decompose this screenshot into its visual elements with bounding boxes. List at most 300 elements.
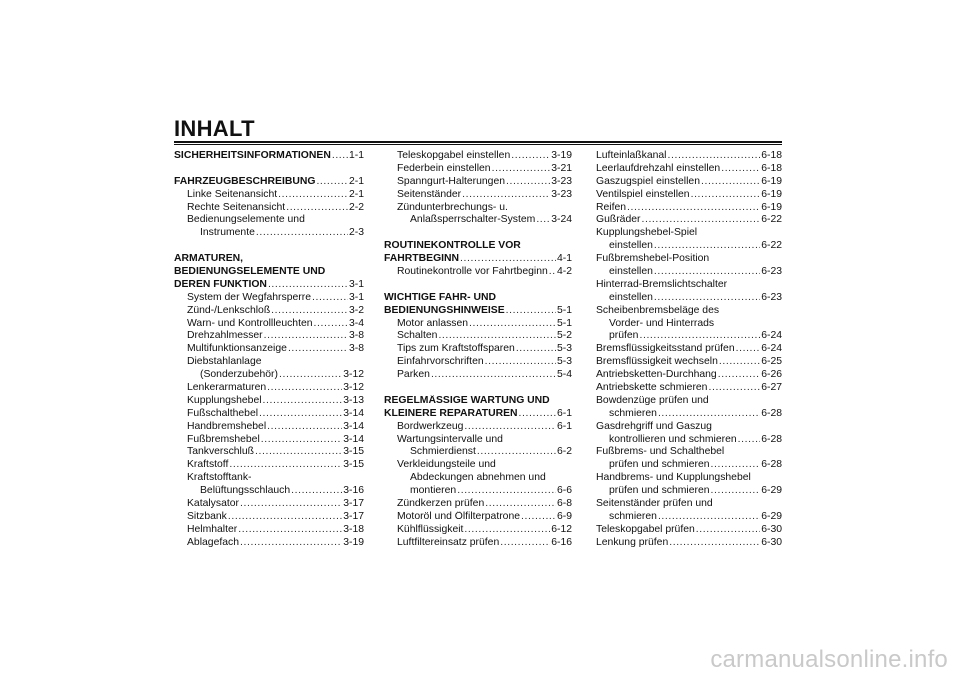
toc-page-number: 3-16 — [343, 485, 364, 497]
toc-entry[interactable] — [596, 511, 782, 524]
toc-dot-leader — [240, 498, 342, 511]
toc-entry-title: Einfahrvorschriften — [397, 356, 484, 368]
toc-page-number: 3-1 — [348, 278, 364, 290]
toc-page-number: 6-30 — [761, 523, 782, 535]
toc-dot-leader — [521, 511, 556, 524]
toc-page-number: 5-3 — [556, 356, 572, 368]
toc-dot-leader — [711, 485, 761, 498]
toc-entry[interactable] — [596, 176, 782, 189]
toc-entry[interactable] — [596, 163, 782, 176]
toc-page-number: 1-1 — [348, 150, 364, 161]
toc-entry[interactable] — [596, 318, 782, 331]
toc-entry[interactable] — [384, 163, 572, 176]
toc-entry[interactable] — [174, 511, 364, 524]
toc-page-number: 3-23 — [551, 175, 572, 187]
toc-spacer — [174, 240, 364, 253]
toc-entry-title: Fußbremshebel-Position — [596, 253, 710, 265]
toc-entry[interactable] — [174, 214, 364, 227]
toc-entry[interactable] — [596, 292, 782, 305]
toc-dot-leader — [691, 189, 761, 202]
toc-page-number: 3-21 — [551, 162, 572, 174]
toc-page-number: 6-25 — [761, 356, 782, 368]
toc-entry[interactable] — [384, 472, 572, 485]
toc-page-number: 3-15 — [343, 446, 364, 458]
toc-entry[interactable] — [596, 408, 782, 421]
toc-page-number: 2-1 — [348, 188, 364, 200]
toc-entry[interactable] — [596, 537, 782, 550]
toc-entry[interactable] — [596, 369, 782, 382]
toc-dot-leader — [271, 305, 348, 318]
toc-entry-title: Tankverschluß — [187, 446, 254, 458]
toc-entry[interactable] — [384, 369, 572, 382]
toc-entry-title: einstellen — [609, 266, 653, 278]
toc-entry-title: Vorder- und Hinterrads — [609, 317, 715, 329]
toc-dot-leader — [267, 382, 342, 395]
toc-page-number: 3-12 — [343, 369, 364, 381]
toc-entry[interactable] — [174, 382, 364, 395]
toc-page-number: 6-22 — [761, 214, 782, 226]
toc-page-number: 6-8 — [556, 498, 572, 510]
toc-entry[interactable] — [174, 227, 364, 240]
toc-page-number: 3-14 — [343, 420, 364, 432]
toc-entry-title: Gußräder — [596, 214, 641, 226]
toc-entry-title: Handbrems- und Kupplungshebel — [596, 472, 751, 484]
toc-page-number: 6-28 — [761, 459, 782, 471]
toc-entry[interactable] — [596, 356, 782, 369]
toc-dot-leader — [511, 150, 550, 163]
toc-entry-title: Antriebskette schmieren — [596, 382, 708, 394]
toc-entry[interactable] — [596, 395, 782, 408]
toc-section-heading[interactable] — [384, 253, 572, 266]
toc-page-number: 6-18 — [761, 162, 782, 174]
toc-page-number: 2-3 — [348, 227, 364, 239]
toc-dot-leader — [658, 408, 760, 421]
toc-dot-leader — [316, 176, 348, 189]
toc-entry-title: Katalysator — [187, 498, 239, 510]
toc-page-number: 3-4 — [348, 317, 364, 329]
toc-entry-title: prüfen — [609, 330, 639, 342]
toc-entry[interactable] — [384, 214, 572, 227]
toc-entry[interactable] — [596, 343, 782, 356]
toc-page-number: 6-1 — [556, 407, 572, 419]
toc-entry-title: Scheibenbremsbeläge des — [596, 304, 720, 316]
toc-entry-title: Kraftstofftank- — [187, 472, 252, 484]
toc-entry-title: montieren — [410, 485, 457, 497]
toc-entry-title: Lufteinlaßkanal — [596, 150, 667, 161]
toc-entry[interactable] — [596, 253, 782, 266]
toc-spacer — [384, 279, 572, 292]
toc-dot-leader — [259, 408, 342, 421]
toc-entry-title: ROUTINEKONTROLLE VOR — [384, 240, 521, 252]
toc-dot-leader — [457, 485, 556, 498]
toc-dot-leader — [464, 421, 556, 434]
toc-page-number: 4-2 — [556, 266, 572, 278]
toc-entry-title: Luftfiltereinsatz prüfen — [397, 536, 500, 548]
toc-entry-title: Abdeckungen abnehmen und — [410, 472, 546, 484]
title-rule — [174, 141, 782, 145]
toc-page-number: 3-2 — [348, 304, 364, 316]
toc-dot-leader — [464, 524, 550, 537]
toc-dot-leader — [711, 459, 761, 472]
toc-page-number: 6-16 — [551, 536, 572, 548]
toc-entry[interactable] — [384, 330, 572, 343]
toc-entry-title: Gaszugspiel einstellen — [596, 175, 700, 187]
toc-entry-title: schmieren — [609, 407, 657, 419]
toc-page-number: 6-9 — [556, 510, 572, 522]
toc-page-number: 3-14 — [343, 433, 364, 445]
toc-entry[interactable] — [596, 202, 782, 215]
toc-entry-title: Zünd-/Lenkschloß — [187, 304, 271, 316]
toc-page-number: 6-28 — [761, 433, 782, 445]
toc-section-heading[interactable] — [174, 253, 364, 266]
toc-entry-title: BEDIENUNGSHINWEISE — [384, 304, 505, 316]
toc-page-number: 3-13 — [343, 394, 364, 406]
toc-section-heading[interactable] — [174, 176, 364, 189]
toc-entry-title: ARMATUREN, — [174, 253, 244, 265]
toc-page-number: 6-24 — [761, 330, 782, 342]
toc-dot-leader — [460, 253, 556, 266]
toc-entry-title: Kupplungshebel — [187, 394, 262, 406]
toc-entry[interactable] — [596, 305, 782, 318]
toc-entry[interactable] — [596, 421, 782, 434]
toc-entry-title: Bedienungselemente und — [187, 214, 305, 226]
toc-spacer — [384, 382, 572, 395]
toc-entry[interactable] — [596, 189, 782, 202]
toc-page-number: 6-19 — [761, 201, 782, 213]
toc-dot-leader — [500, 537, 550, 550]
toc-entry-title: Motor anlassen — [397, 317, 469, 329]
toc-entry-title: schmieren — [609, 510, 657, 522]
toc-entry-title: prüfen und schmieren — [609, 485, 710, 497]
toc-entry[interactable] — [384, 511, 572, 524]
toc-entry[interactable] — [596, 382, 782, 395]
toc-page-number: 3-17 — [343, 498, 364, 510]
toc-page-number: 5-3 — [556, 343, 572, 355]
toc-dot-leader — [658, 511, 760, 524]
toc-spacer — [384, 227, 572, 240]
toc-page-number: 2-1 — [348, 175, 364, 187]
toc-entry-title: Antriebsketten-Durchhang — [596, 369, 717, 381]
toc-dot-leader — [516, 343, 556, 356]
toc-entry-title: prüfen und schmieren — [609, 459, 710, 471]
toc-entry-title: kontrollieren und schmieren — [609, 433, 737, 445]
toc-page-number: 3-15 — [343, 459, 364, 471]
toc-entry[interactable] — [174, 356, 364, 369]
toc-entry[interactable] — [174, 524, 364, 537]
toc-entry[interactable] — [384, 176, 572, 189]
toc-section-heading[interactable] — [174, 279, 364, 292]
toc-entry-title: FAHRZEUGBESCHREIBUNG — [174, 175, 316, 187]
toc-entry-title: Lenkung prüfen — [596, 536, 669, 548]
toc-entry-title: Fußbremshebel — [187, 433, 260, 445]
toc-dot-leader — [654, 292, 760, 305]
toc-page-number: 6-2 — [556, 446, 572, 458]
toc-entry-title: Drehzahlmesser — [187, 330, 263, 342]
toc-entry[interactable] — [596, 330, 782, 343]
toc-dot-leader — [719, 356, 760, 369]
toc-page-number: 3-19 — [551, 150, 572, 161]
toc-section-heading[interactable] — [384, 292, 572, 305]
toc-dot-leader — [312, 292, 348, 305]
toc-entry-title: Bremsflüssigkeitsstand prüfen — [596, 343, 735, 355]
toc-entry-title: Sitzbank — [187, 510, 227, 522]
toc-entry-title: Handbremshebel — [187, 420, 267, 432]
toc-dot-leader — [286, 202, 348, 215]
toc-entry[interactable] — [384, 318, 572, 331]
toc-section-heading[interactable] — [384, 395, 572, 408]
toc-entry-title: Teleskopgabel prüfen — [596, 523, 695, 535]
toc-dot-leader — [696, 524, 760, 537]
toc-entry[interactable] — [174, 408, 364, 421]
toc-dot-leader — [654, 240, 760, 253]
toc-entry-title: Tips zum Kraftstoffsparen — [397, 343, 515, 355]
toc-entry[interactable] — [596, 214, 782, 227]
toc-page-number: 3-17 — [343, 510, 364, 522]
toc-dot-leader — [641, 214, 760, 227]
toc-entry[interactable] — [384, 150, 572, 163]
toc-dot-leader — [228, 511, 342, 524]
toc-entry[interactable] — [174, 318, 364, 331]
toc-dot-leader — [506, 176, 550, 189]
toc-section-heading[interactable] — [384, 305, 572, 318]
toc-dot-leader — [438, 330, 556, 343]
toc-entry[interactable] — [174, 369, 364, 382]
toc-column-1 — [174, 150, 364, 550]
toc-entry[interactable] — [596, 446, 782, 459]
toc-entry-title: Fußschalthebel — [187, 407, 259, 419]
toc-page-number: 6-18 — [761, 150, 782, 161]
toc-entry-title: Leerlaufdrehzahl einstellen — [596, 162, 721, 174]
toc-entry[interactable] — [174, 395, 364, 408]
toc-column-2 — [384, 150, 572, 550]
toc-dot-leader — [639, 330, 760, 343]
toc-entry[interactable] — [384, 498, 572, 511]
toc-entry[interactable] — [174, 472, 364, 485]
toc-dot-leader — [288, 343, 348, 356]
toc-page-number: 3-8 — [348, 343, 364, 355]
toc-dot-leader — [291, 485, 342, 498]
toc-entry[interactable] — [384, 459, 572, 472]
toc-dot-leader — [462, 189, 550, 202]
toc-dot-leader — [477, 446, 556, 459]
toc-dot-leader — [264, 330, 348, 343]
toc-dot-leader — [549, 266, 556, 279]
toc-entry-title: Seitenständer prüfen und — [596, 498, 713, 510]
toc-entry[interactable] — [596, 472, 782, 485]
toc-dot-leader — [669, 537, 760, 550]
toc-entry-title: Lenkerarmaturen — [187, 382, 267, 394]
toc-entry[interactable] — [596, 459, 782, 472]
toc-dot-leader — [332, 150, 348, 163]
toc-entry[interactable] — [174, 343, 364, 356]
toc-page-number: 2-2 — [348, 201, 364, 213]
toc-entry[interactable] — [384, 537, 572, 550]
toc-entry[interactable] — [596, 279, 782, 292]
toc-dot-leader — [506, 305, 556, 318]
toc-entry-title: Fußbrems- und Schalthebel — [596, 446, 725, 458]
toc-entry[interactable] — [596, 485, 782, 498]
toc-page-number: 6-22 — [761, 240, 782, 252]
toc-page-number: 3-24 — [551, 214, 572, 226]
toc-entry[interactable] — [596, 240, 782, 253]
toc-entry-title: Hinterrad-Bremslichtschalter — [596, 278, 728, 290]
toc-dot-leader — [721, 163, 760, 176]
toc-spacer — [174, 163, 364, 176]
toc-dot-leader — [255, 446, 342, 459]
toc-entry[interactable] — [384, 202, 572, 215]
toc-dot-leader — [261, 434, 342, 447]
toc-entry[interactable] — [384, 356, 572, 369]
toc-section-heading[interactable] — [174, 150, 364, 163]
toc-page-number: 6-26 — [761, 369, 782, 381]
toc-entry-title: Diebstahlanlage — [187, 356, 262, 368]
toc-dot-leader — [701, 176, 760, 189]
toc-dot-leader — [627, 202, 760, 215]
toc-entry-title: Motoröl und Ölfilterpatrone — [397, 510, 521, 522]
toc-entry[interactable] — [174, 421, 364, 434]
toc-entry-title: Verkleidungsteile und — [397, 459, 496, 471]
toc-dot-leader — [718, 369, 760, 382]
toc-entry-title: Parken — [397, 369, 430, 381]
toc-entry[interactable] — [596, 524, 782, 537]
toc-dot-leader — [536, 214, 550, 227]
toc-entry[interactable] — [384, 343, 572, 356]
toc-entry-title: Reifen — [596, 201, 627, 213]
toc-page-number: 5-1 — [556, 317, 572, 329]
toc-page-number: 6-12 — [551, 523, 572, 535]
page-title: INHALT — [174, 116, 255, 141]
toc-page-number: 5-1 — [556, 304, 572, 316]
toc-entry[interactable] — [174, 446, 364, 459]
toc-dot-leader — [229, 459, 342, 472]
toc-dot-leader — [667, 150, 760, 163]
toc-entry[interactable] — [596, 434, 782, 447]
toc-entry-title: Wartungsintervalle und — [397, 433, 503, 445]
toc-entry[interactable] — [174, 330, 364, 343]
toc-page-number: 6-23 — [761, 291, 782, 303]
toc-entry-title: Routinekontrolle vor Fahrtbeginn — [397, 266, 548, 278]
toc-entry-title: Schalten — [397, 330, 438, 342]
toc-dot-leader — [240, 537, 342, 550]
toc-entry-title: Zündkerzen prüfen — [397, 498, 485, 510]
toc-entry[interactable] — [384, 434, 572, 447]
toc-entry-title: SICHERHEITSINFORMATIONEN — [174, 150, 331, 161]
toc-entry-title: Instrumente — [200, 227, 255, 239]
toc-dot-leader — [654, 266, 760, 279]
toc-page-number: 6-29 — [761, 485, 782, 497]
toc-entry[interactable] — [384, 485, 572, 498]
toc-page-number: 3-19 — [343, 536, 364, 548]
toc-entry-title: (Sonderzubehör) — [200, 369, 278, 381]
toc-entry-title: Schmierdienst — [410, 446, 476, 458]
toc-entry-title: System der Wegfahrsperre — [187, 291, 311, 303]
toc-entry[interactable] — [596, 150, 782, 163]
toc-entry[interactable] — [384, 266, 572, 279]
toc-entry-title: Belüftungsschlauch — [200, 485, 291, 497]
toc-page-number: 6-19 — [761, 188, 782, 200]
toc-page-number: 5-2 — [556, 330, 572, 342]
toc-page-number: 3-12 — [343, 382, 364, 394]
toc-page-number: 6-23 — [761, 266, 782, 278]
toc-dot-leader — [256, 227, 348, 240]
toc-entry-title: BEDIENUNGSELEMENTE UND — [174, 266, 326, 278]
toc-entry-title: Federbein einstellen — [397, 162, 491, 174]
toc-column-3 — [596, 150, 782, 550]
toc-entry-title: FAHRTBEGINN — [384, 253, 460, 265]
toc-entry-title: Helmhalter — [187, 523, 238, 535]
toc-page-number: 3-8 — [348, 330, 364, 342]
toc-dot-leader — [279, 369, 342, 382]
toc-entry-title: Spanngurt-Halterungen — [397, 175, 506, 187]
toc-page-number: 3-1 — [348, 291, 364, 303]
toc-entry-title: Ablagefach — [187, 536, 239, 548]
toc-entry[interactable] — [174, 292, 364, 305]
toc-entry[interactable] — [174, 459, 364, 472]
toc-entry[interactable] — [174, 305, 364, 318]
toc-entry[interactable] — [174, 537, 364, 550]
toc-entry[interactable] — [384, 446, 572, 459]
toc-page-number: 6-1 — [556, 420, 572, 432]
toc-page-number: 6-19 — [761, 175, 782, 187]
toc-dot-leader — [485, 356, 556, 369]
toc-dot-leader — [314, 318, 348, 331]
toc-entry-title: Rechte Seitenansicht — [187, 201, 286, 213]
toc-entry[interactable] — [596, 227, 782, 240]
toc-entry[interactable] — [596, 498, 782, 511]
toc-dot-leader — [738, 434, 761, 447]
toc-section-heading[interactable] — [384, 240, 572, 253]
toc-page-number: 6-27 — [761, 382, 782, 394]
toc-entry[interactable] — [174, 498, 364, 511]
toc-page-number: 3-14 — [343, 407, 364, 419]
toc-entry[interactable] — [384, 421, 572, 434]
toc-entry[interactable] — [384, 189, 572, 202]
toc-page-number: 6-24 — [761, 343, 782, 355]
toc-entry-title: Warn- und Kontrollleuchten — [187, 317, 313, 329]
toc-section-heading[interactable] — [174, 266, 364, 279]
toc-entry-title: Teleskopgabel einstellen — [397, 150, 511, 161]
toc-entry-title: Kühlflüssigkeit — [397, 523, 464, 535]
toc-entry-title: einstellen — [609, 240, 653, 252]
toc-entry-title: Kraftstoff — [187, 459, 229, 471]
toc-entry-title: REGELMÄSSIGE WARTUNG UND — [384, 394, 550, 406]
toc-dot-leader — [708, 382, 760, 395]
toc-entry[interactable] — [384, 524, 572, 537]
toc-entry-title: Bordwerkzeug — [397, 420, 464, 432]
toc-entry-title: Ventilspiel einstellen — [596, 188, 690, 200]
toc-section-heading[interactable] — [384, 408, 572, 421]
toc-entry-title: DEREN FUNKTION — [174, 278, 267, 290]
toc-page-number: 5-4 — [556, 369, 572, 381]
toc-page-number: 6-29 — [761, 510, 782, 522]
toc-entry[interactable] — [174, 485, 364, 498]
toc-dot-leader — [278, 189, 348, 202]
toc-entry[interactable] — [174, 189, 364, 202]
toc-dot-leader — [431, 369, 556, 382]
toc-dot-leader — [263, 395, 343, 408]
toc-entry[interactable] — [174, 202, 364, 215]
toc-page-number: 3-23 — [551, 188, 572, 200]
toc-entry[interactable] — [174, 434, 364, 447]
toc-entry-title: Kupplungshebel-Spiel — [596, 227, 698, 239]
toc-dot-leader — [268, 279, 348, 292]
toc-page-number: 6-30 — [761, 536, 782, 548]
toc-page-number: 3-18 — [343, 523, 364, 535]
toc-dot-leader — [469, 318, 556, 331]
toc-entry[interactable] — [596, 266, 782, 279]
toc-dot-leader — [492, 163, 551, 176]
toc-entry-title: Seitenständer — [397, 188, 462, 200]
